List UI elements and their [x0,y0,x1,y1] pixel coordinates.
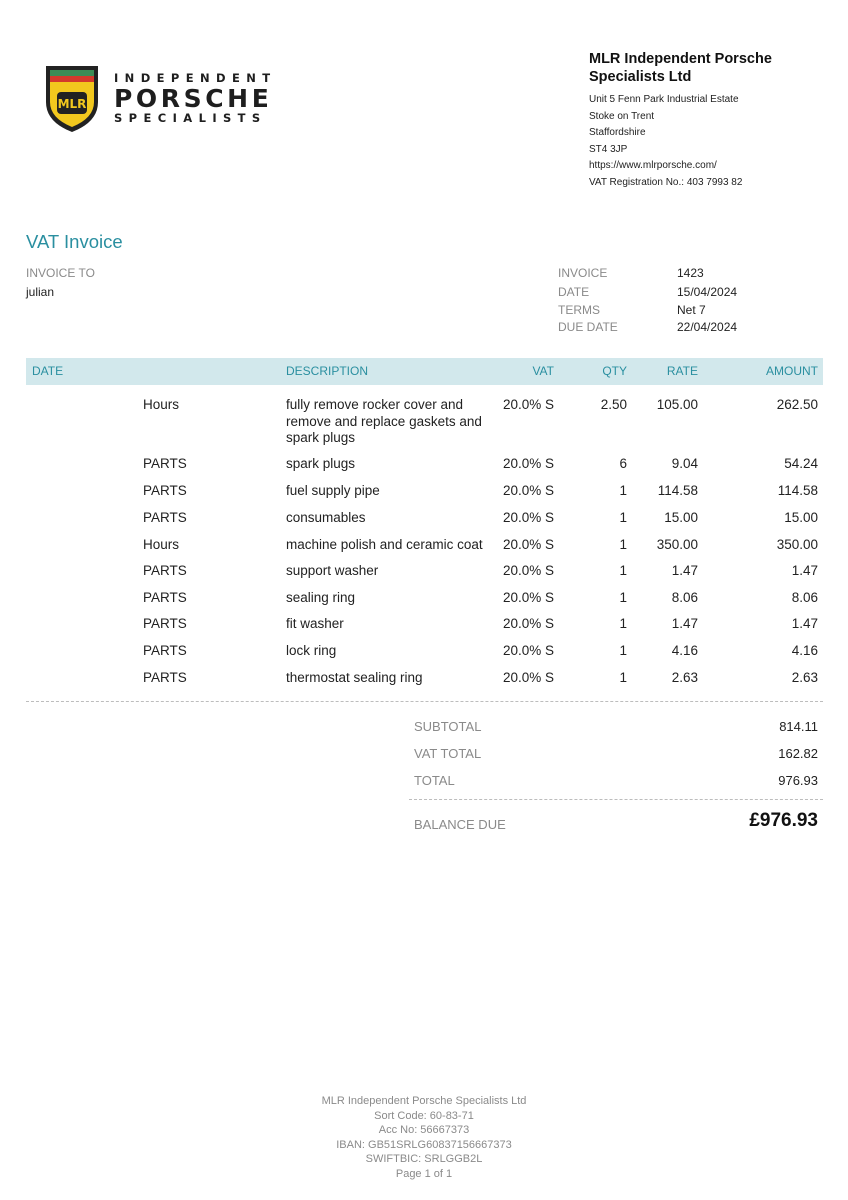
row-description: machine polish and ceramic coat [286,537,483,552]
subtotal-label: SUBTOTAL [414,719,482,734]
row-description [286,397,491,447]
logo-wordmark-line1: INDEPENDENT [114,71,277,85]
due-date-value: 22/04/2024 [677,320,738,334]
row-rate: 350.00 [656,537,698,552]
svg-text:MLR: MLR [57,97,87,111]
row-rate: 2.63 [671,670,698,685]
row-rate: 8.06 [671,590,698,605]
company-address-line: ST4 3JP [589,143,628,155]
row-amount: 262.50 [776,397,818,412]
subtotal-value: 814.11 [779,719,818,734]
page-number: Page 1 of 1 [395,1167,453,1180]
row-qty: 1 [619,563,627,578]
row-description: sealing ring [286,590,356,605]
company-address-line: Staffordshire [589,127,646,139]
row-description: fit washer [286,616,344,631]
due-date-label: DUE DATE [558,320,618,334]
row-amount: 54.24 [784,456,818,471]
balance-due-label: BALANCE DUE [414,817,506,832]
balance-due-value: £976.93 [749,810,818,831]
row-description-line: fully remove rocker cover and [286,397,464,412]
company-name: MLR Independent Porsche Specialists Ltd [589,51,772,85]
row-amount: 1.47 [791,563,818,578]
row-description-line: remove and replace gaskets and [286,413,482,429]
column-header-rate: RATE [666,364,698,378]
row-qty: 1 [619,670,627,685]
row-rate: 4.16 [671,643,698,658]
row-qty: 6 [619,456,627,471]
row-rate: 105.00 [656,397,698,412]
column-header-date: DATE [32,364,64,378]
row-description: fuel supply pipe [286,483,380,498]
row-vat: 20.0% S [502,590,554,605]
vat-total-value: 162.82 [778,746,818,761]
row-qty: 1 [619,643,627,658]
row-amount: 8.06 [791,590,818,605]
customer-name: julian [26,285,55,299]
invoice-date-value: 15/04/2024 [677,285,738,299]
table-divider [26,701,823,702]
column-header-amount: AMOUNT [766,364,818,378]
row-vat: 20.0% S [502,397,554,412]
row-rate: 1.47 [671,563,698,578]
logo-wordmark-line3: SPECIALISTS [114,111,267,125]
terms-value: Net 7 [677,303,706,317]
row-type: PARTS [143,483,187,498]
totals-divider [409,799,823,800]
company-details [589,51,829,192]
row-type: PARTS [143,456,187,471]
invoice-to-label: INVOICE TO [26,266,95,280]
row-vat: 20.0% S [502,456,554,471]
row-type: PARTS [143,510,187,525]
row-vat: 20.0% S [502,483,554,498]
row-vat: 20.0% S [502,670,554,685]
row-qty: 1 [619,537,627,552]
row-rate: 9.04 [671,456,698,471]
total-label: TOTAL [414,773,455,788]
company-vat-number: VAT Registration No.: 403 7993 82 [589,176,743,188]
row-vat: 20.0% S [502,510,554,525]
row-type: Hours [143,537,180,552]
company-logo [22,52,327,142]
invoice-date-label: DATE [558,285,590,299]
row-description: consumables [286,510,366,525]
row-qty: 1 [619,590,627,605]
column-header-qty: QTY [602,364,627,378]
page-footer [0,1094,848,1182]
document-title: VAT Invoice [26,231,123,252]
row-type: PARTS [143,643,187,658]
column-header-vat: VAT [532,364,554,378]
row-amount: 350.00 [776,537,818,552]
row-rate: 15.00 [664,510,698,525]
row-type: PARTS [143,670,187,685]
logo-wordmark-line2: PORSCHE [114,84,273,113]
footer-iban: IBAN: GB51SRLG60837156667373 [336,1138,512,1151]
footer-sort-code: Sort Code: 60-83-71 [374,1109,474,1122]
row-amount: 114.58 [777,483,818,498]
row-type: PARTS [143,616,187,631]
row-amount: 15.00 [784,510,818,525]
row-description: thermostat sealing ring [286,670,423,685]
row-amount: 2.63 [791,670,818,685]
footer-swift: SWIFTBIC: SRLGGB2L [365,1153,483,1166]
company-website[interactable]: https://www.mlrporsche.com/ [589,160,717,172]
row-type: PARTS [143,590,187,605]
company-address-line: Unit 5 Fenn Park Industrial Estate [589,94,739,105]
total-value: 976.93 [778,773,818,788]
row-type: PARTS [143,563,187,578]
vat-total-label: VAT TOTAL [414,746,482,761]
row-qty: 2.50 [600,397,627,412]
mlr-shield-icon [42,62,102,134]
row-rate: 1.47 [671,616,698,631]
row-amount: 4.16 [791,643,818,658]
company-address-line: Stoke on Trent [589,110,655,122]
table-header [26,358,823,385]
row-description: lock ring [286,643,337,658]
row-description-line: spark plugs [286,430,356,445]
row-description: spark plugs [286,456,356,471]
terms-label: TERMS [558,303,600,317]
row-amount: 1.47 [791,616,818,631]
row-vat: 20.0% S [502,563,554,578]
row-rate: 114.58 [657,483,698,498]
row-type: Hours [143,397,180,412]
row-qty: 1 [619,510,627,525]
row-description: support washer [286,563,379,578]
footer-company: MLR Independent Porsche Specialists Ltd [321,1095,527,1107]
row-vat: 20.0% S [502,643,554,658]
footer-account-number: Acc No: 56667373 [378,1124,470,1137]
invoice-number-value: 1423 [677,266,704,280]
row-vat: 20.0% S [502,616,554,631]
invoice-number-label: INVOICE [558,266,608,280]
row-qty: 1 [619,616,627,631]
column-header-description: DESCRIPTION [286,364,369,378]
row-vat: 20.0% S [502,537,554,552]
row-qty: 1 [619,483,627,498]
